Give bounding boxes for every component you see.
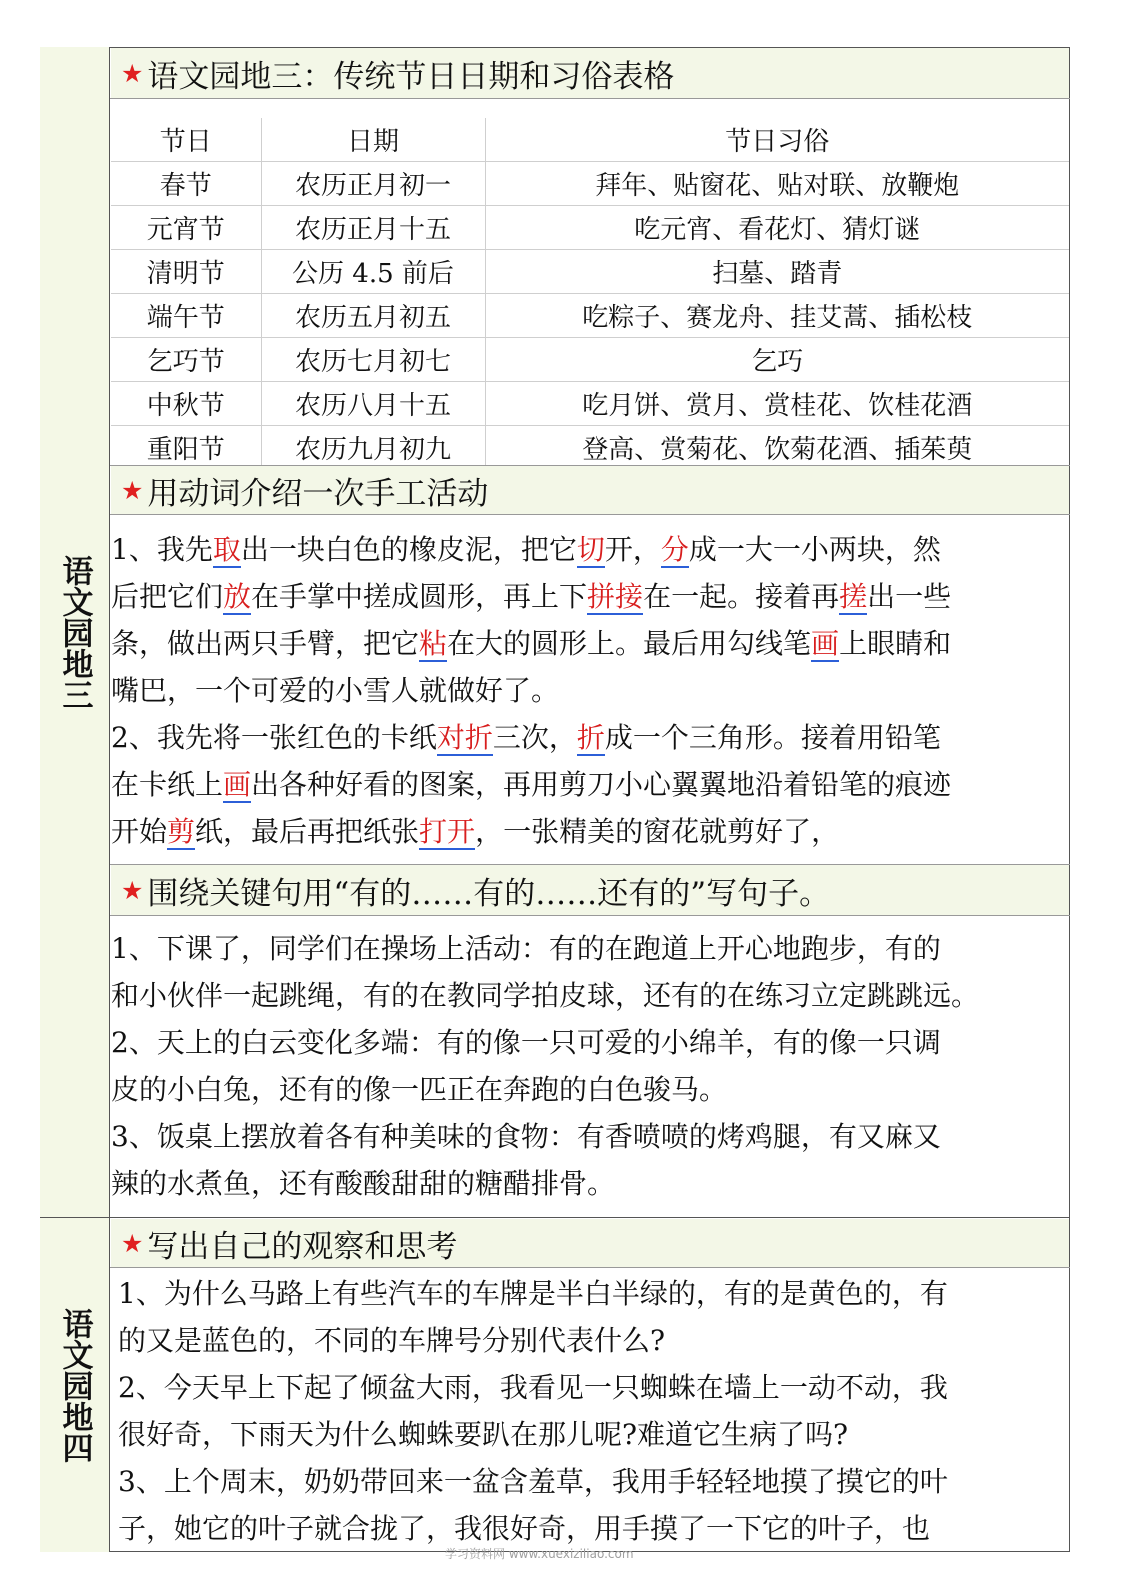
text-segment: 成一大一小两块，然 [688, 533, 941, 566]
text-segment: 开， [604, 533, 661, 566]
text-line [111, 526, 1071, 573]
divider [110, 98, 1070, 99]
side-label-text: 语文园地四 [56, 1307, 93, 1463]
festival-name-cell: 清明节 [111, 250, 261, 294]
text-line: 2、天上的白云变化多端：有的像一只可爱的小绵羊，有的像一只调 [111, 1026, 941, 1059]
text-segment: 开始 [111, 815, 168, 848]
column-header: 节日习俗 [485, 118, 1069, 162]
highlighted-verb: 对折 [436, 721, 493, 754]
festival-date-cell: 农历九月初九 [261, 426, 485, 470]
text-line: 1、为什么马路上有些汽车的车牌是半白半绿的，有的是黄色的，有 [118, 1277, 948, 1310]
festival-custom-cell: 乞巧 [485, 338, 1069, 382]
table-row [111, 338, 1069, 382]
highlighted-verb: 拼接 [587, 580, 644, 613]
section-title: 写出自己的观察和思考 [147, 1228, 458, 1265]
text-line: 3、上个周末，奶奶带回来一盆含羞草，我用手轻轻地摸了摸它的叶 [118, 1465, 948, 1498]
column-header: 日期 [261, 118, 485, 162]
text-line: 3、饭桌上摆放着各有种美味的食物：有香喷喷的烤鸡腿，有又麻又 [111, 1120, 941, 1153]
text-line [111, 620, 1071, 667]
festival-date-cell: 农历正月初一 [261, 162, 485, 206]
side-label-text: 语文园地三 [56, 555, 93, 710]
text-line [111, 761, 1071, 808]
festival-name-cell: 元宵节 [111, 206, 261, 250]
text-line: 1、下课了，同学们在操场上活动：有的在跑道上开心地跑步，有的 [111, 932, 941, 965]
highlighted-verb: 分 [660, 533, 689, 566]
side-label-section-3 [40, 47, 110, 1218]
star-icon: ★ [121, 875, 144, 905]
table-row [111, 294, 1069, 338]
section-title: 用动词介绍一次手工活动 [147, 475, 489, 512]
text-line: 2、今天早上下起了倾盆大雨，我看见一只蜘蛛在墙上一动不动，我 [118, 1371, 948, 1404]
highlighted-verb: 画 [223, 768, 252, 801]
youde-section-header [111, 865, 1069, 915]
festival-name-cell: 春节 [111, 162, 261, 206]
text-segment: 上眼睛和 [839, 627, 952, 660]
highlighted-verb: 放 [223, 580, 252, 613]
text-line [111, 714, 1071, 761]
festival-date-cell: 农历八月十五 [261, 382, 485, 426]
text-segment: 条，做出两只手臂，把它 [111, 627, 420, 660]
festival-name-cell: 重阳节 [111, 426, 261, 470]
table-header-row [111, 118, 1069, 162]
festival-name-cell: 乞巧节 [111, 338, 261, 382]
text-segment: 后把它们 [111, 580, 224, 613]
festival-date-cell: 农历正月十五 [261, 206, 485, 250]
text-segment: 2、我先将一张红色的卡纸 [111, 721, 437, 754]
text-line: 很好奇，下雨天为什么蜘蛛要趴在那儿呢?难道它生病了吗? [118, 1418, 849, 1451]
section-title: 围绕关键句用“有的……有的……还有的”写句子。 [147, 875, 831, 912]
text-segment: 出一些 [867, 580, 952, 613]
table-row [111, 162, 1069, 206]
highlighted-verb: 搓 [839, 580, 868, 613]
text-line: 的又是蓝色的，不同的车牌号分别代表什么? [118, 1324, 666, 1357]
text-segment: 在大的圆形上。最后用勾线笔 [447, 627, 812, 660]
text-segment: 成一个三角形。接着用铅笔 [604, 721, 941, 754]
highlighted-verb: 画 [811, 627, 840, 660]
highlighted-verb: 粘 [419, 627, 448, 660]
text-line: 子，她它的叶子就合拢了，我很好奇，用手摸了一下它的叶子，也 [118, 1512, 931, 1545]
festival-table-header [111, 48, 1069, 98]
observe-section-header [111, 1219, 1069, 1267]
highlighted-verb: 剪 [167, 815, 196, 848]
star-icon: ★ [121, 58, 144, 88]
highlighted-verb: 折 [576, 721, 605, 754]
festival-date-cell: 农历七月初七 [261, 338, 485, 382]
text-line [111, 573, 1071, 620]
text-segment: 在一起。接着再 [643, 580, 840, 613]
highlighted-verb: 打开 [419, 815, 476, 848]
festival-date-cell: 农历五月初五 [261, 294, 485, 338]
table-row [111, 382, 1069, 426]
divider [110, 1267, 1070, 1268]
text-line [111, 667, 1071, 714]
divider [40, 1217, 1070, 1218]
text-segment: 出一块白色的橡皮泥，把它 [240, 533, 577, 566]
text-line [111, 808, 1071, 855]
table-row [111, 426, 1069, 470]
text-line: 皮的小白兔，还有的像一匹正在奔跑的白色骏马。 [111, 1073, 728, 1106]
festival-custom-cell: 吃粽子、赛龙舟、挂艾蒿、插松枝 [485, 294, 1069, 338]
text-segment: 纸，最后再把纸张 [195, 815, 420, 848]
text-segment: ，一张精美的窗花就剪好了， [475, 815, 840, 848]
star-icon: ★ [121, 1228, 144, 1258]
text-segment: 三次， [492, 721, 577, 754]
text-segment: 嘴巴，一个可爱的小雪人就做好了。 [111, 674, 560, 707]
table-row [111, 250, 1069, 294]
verbs-section-header [111, 466, 1069, 514]
highlighted-verb: 取 [212, 533, 241, 566]
festival-custom-cell: 登高、赏菊花、饮菊花酒、插茱萸 [485, 426, 1069, 470]
table-row [111, 206, 1069, 250]
text-segment: 1、我先 [111, 533, 213, 566]
watermark: 学习资料网 www.xuexiziliao.com [445, 1547, 634, 1561]
column-header: 节日 [111, 118, 261, 162]
festival-custom-cell: 吃元宵、看花灯、猜灯谜 [485, 206, 1069, 250]
verbs-paragraph [111, 526, 1071, 855]
text-segment: 在手掌中搓成圆形，再上下 [251, 580, 588, 613]
section-title: 语文园地三：传统节日日期和习俗表格 [147, 58, 675, 95]
festival-date-cell: 公历 4.5 前后 [261, 250, 485, 294]
text-segment: 在卡纸上 [111, 768, 224, 801]
festival-custom-cell: 拜年、贴窗花、贴对联、放鞭炮 [485, 162, 1069, 206]
divider [110, 514, 1070, 515]
text-segment: 出各种好看的图案，再用剪刀小心翼翼地沿着铅笔的痕迹 [251, 768, 952, 801]
festival-custom-cell: 扫墓、踏青 [485, 250, 1069, 294]
festival-table [111, 118, 1069, 470]
festival-custom-cell: 吃月饼、赏月、赏桂花、饮桂花酒 [485, 382, 1069, 426]
side-label-section-4 [40, 1218, 110, 1552]
observe-paragraph [118, 1270, 1068, 1552]
divider [110, 915, 1070, 916]
star-icon: ★ [121, 475, 144, 505]
festival-name-cell: 中秋节 [111, 382, 261, 426]
youde-paragraph [111, 925, 1071, 1207]
festival-name-cell: 端午节 [111, 294, 261, 338]
text-line: 辣的水煮鱼，还有酸酸甜甜的糖醋排骨。 [111, 1167, 616, 1200]
highlighted-verb: 切 [576, 533, 605, 566]
text-line: 和小伙伴一起跳绳，有的在教同学拍皮球，还有的在练习立定跳跳远。 [111, 979, 980, 1012]
